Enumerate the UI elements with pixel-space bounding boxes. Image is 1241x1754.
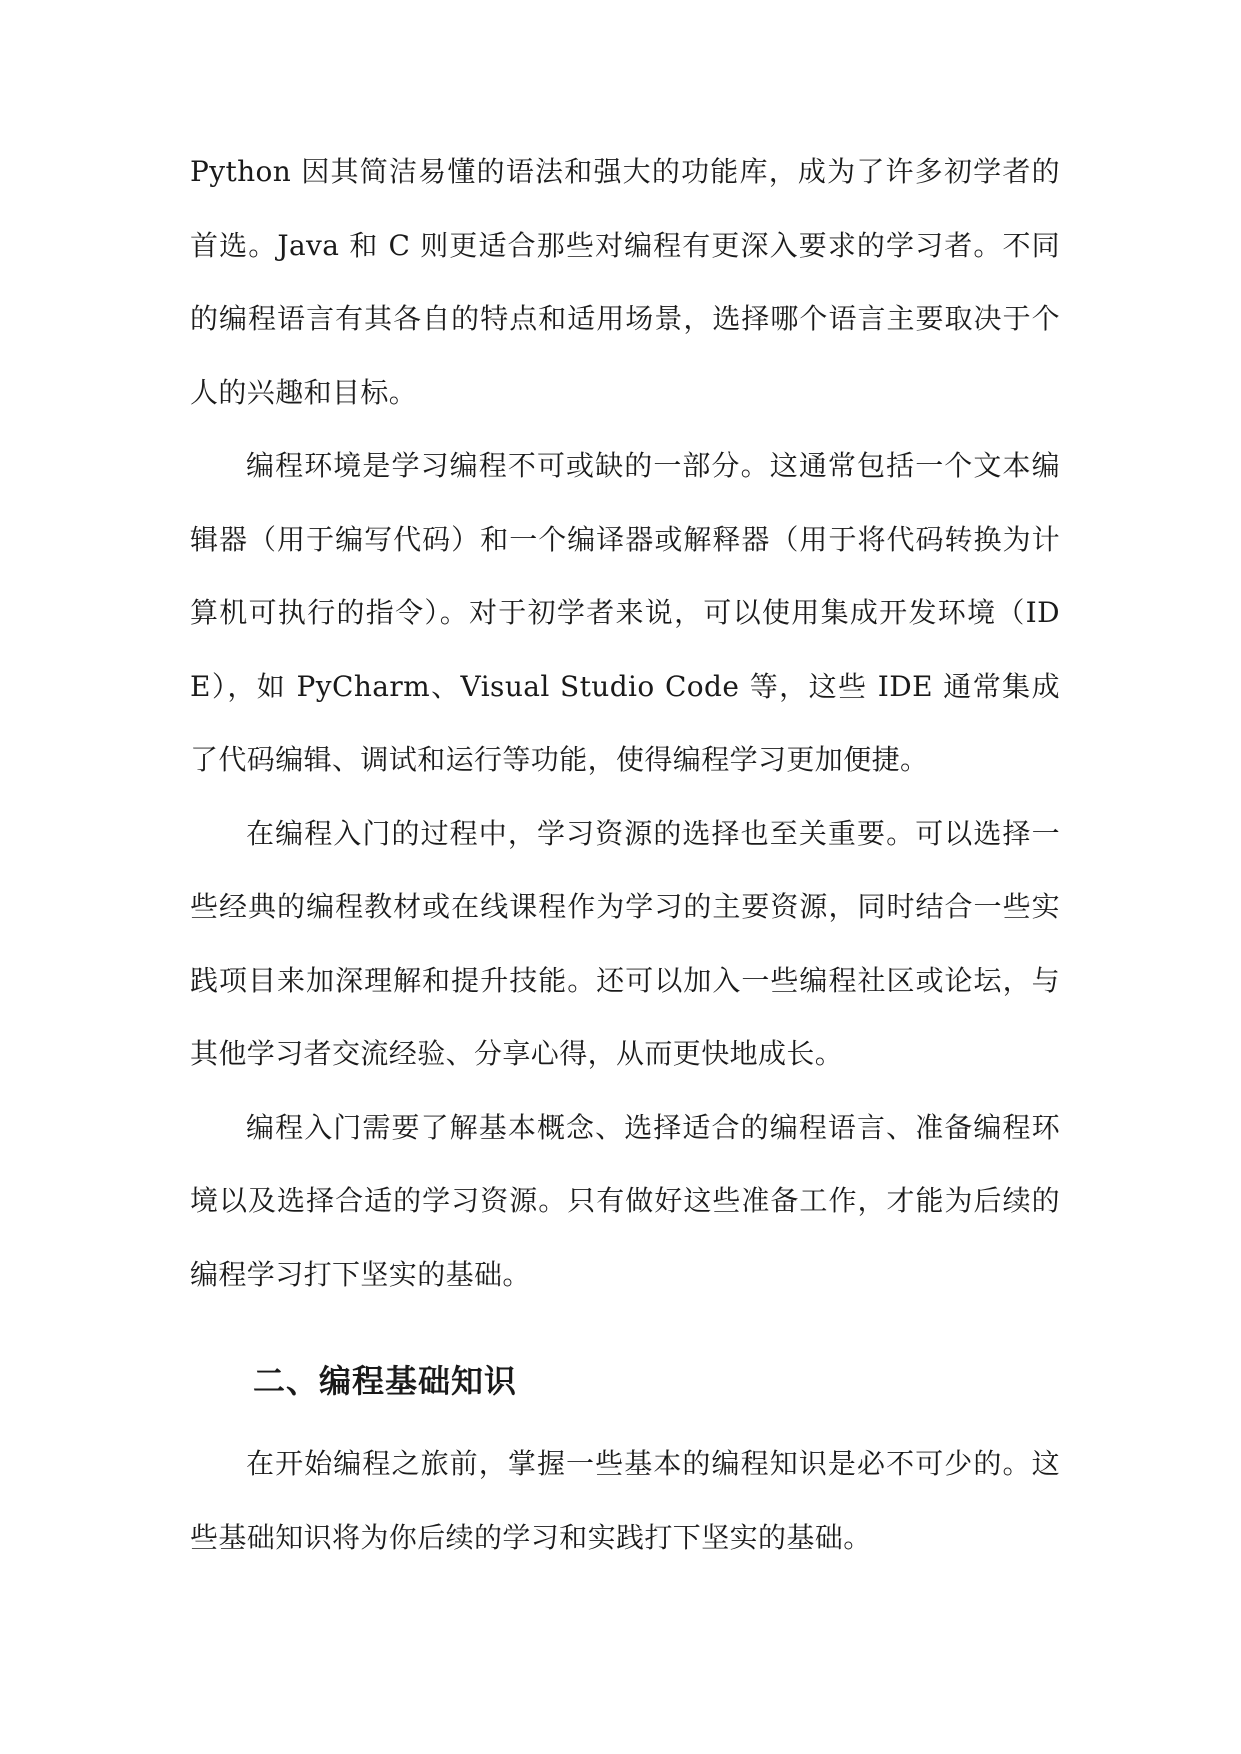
paragraph-programming-languages: Python 因其简洁易懂的语法和强大的功能库，成为了许多初学者的首选。Java 和 C 则更适合那些对编程有更深入要求的学习者。不同的编程语言有其各自的特点和适用场景，选择哪个语言主要取决于个人的兴趣和目标。 — [190, 155, 1060, 409]
section-heading: 二、编程基础知识 — [253, 1362, 518, 1400]
paragraph-section-intro: 在开始编程之旅前，掌握一些基本的编程知识是必不可少的。这些基础知识将为你后续的学习和实践打下坚实的基础。 — [190, 1447, 1060, 1554]
paragraph-programming-environment: 编程环境是学习编程不可或缺的一部分。这通常包括一个文本编辑器（用于编写代码）和一个编译器或解释器（用于将代码转换为计算机可执行的指令）。对于初学者来说，可以使用集成开发环境（IDE），如 PyCharm、Visual Studio Code 等，这些 IDE 通常集成了代码编辑、调试和运行等功能，使得编程学习更加便捷。 — [190, 449, 1060, 776]
paragraph-learning-resources: 在编程入门的过程中，学习资源的选择也至关重要。可以选择一些经典的编程教材或在线课程作为学习的主要资源，同时结合一些实践项目来加深理解和提升技能。还可以加入一些编程社区或论坛，与其他学习者交流经验、分享心得，从而更快地成长。 — [190, 816, 1060, 1070]
paragraph-summary: 编程入门需要了解基本概念、选择适合的编程语言、准备编程环境以及选择合适的学习资源。只有做好这些准备工作，才能为后续的编程学习打下坚实的基础。 — [190, 1110, 1060, 1291]
document-page — [190, 135, 1060, 1574]
